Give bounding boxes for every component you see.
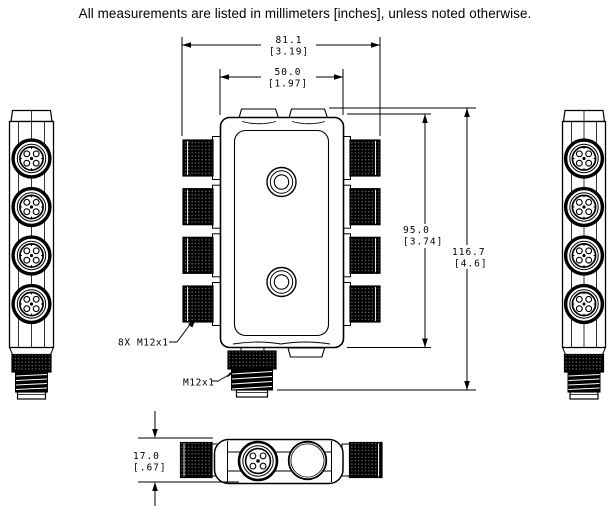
dim-overall-height-in: [4.6] bbox=[454, 258, 488, 270]
right-side-view bbox=[563, 111, 606, 400]
bottom-port-label: M12x1 bbox=[183, 377, 215, 389]
side-port-nut bbox=[183, 283, 221, 326]
dim-profile-height-mm: 17.0 bbox=[133, 451, 160, 462]
side-port-nut bbox=[342, 185, 380, 228]
bottom-blank-port bbox=[289, 442, 327, 480]
front-male-connector bbox=[228, 348, 276, 397]
bottom-view-left-nut bbox=[181, 443, 220, 478]
bottom-male-port-face bbox=[239, 442, 277, 480]
side-port-nut bbox=[342, 283, 380, 326]
mount-hole-top bbox=[267, 168, 296, 197]
bottom-view-right-nut bbox=[342, 443, 382, 478]
m12-socket-icon bbox=[13, 189, 50, 226]
m12-socket-icon bbox=[566, 189, 603, 226]
m12-socket-icon bbox=[13, 286, 50, 323]
dim-overall-height-mm: 116.7 bbox=[452, 247, 486, 258]
dim-body-height-mm: 95.0 bbox=[403, 225, 430, 236]
m12-socket-icon bbox=[566, 286, 603, 323]
units-note: All measurements are listed in millimeters [inches], unless noted otherwise. bbox=[78, 6, 532, 21]
left-view-male-connector bbox=[10, 348, 54, 400]
m12-socket-icon bbox=[13, 237, 50, 274]
m12-socket-icon bbox=[566, 237, 603, 274]
junction-box-face bbox=[235, 131, 329, 336]
dim-outer-width-in: [3.19] bbox=[268, 46, 310, 58]
side-port-nut bbox=[183, 185, 221, 228]
dim-inner-width-mm: 50.0 bbox=[274, 67, 302, 78]
dim-inner-width-in: [1.97] bbox=[267, 78, 309, 90]
top-mount-tab bbox=[239, 109, 279, 118]
top-mount-tab bbox=[289, 109, 328, 118]
side-port-nut bbox=[183, 137, 221, 180]
side-port-nut bbox=[342, 137, 380, 180]
left-side-view bbox=[10, 111, 54, 400]
m12-socket-icon bbox=[13, 140, 50, 177]
side-ports-label: 8X M12x1 bbox=[118, 337, 169, 349]
mount-hole-bottom bbox=[267, 268, 296, 297]
m12-socket-icon bbox=[566, 140, 603, 177]
dim-profile-height-in: [.67] bbox=[133, 462, 167, 474]
side-port-nut bbox=[342, 234, 380, 277]
bottom-mount-tab bbox=[288, 348, 325, 357]
dim-body-height-in: [3.74] bbox=[403, 236, 444, 248]
side-port-nut bbox=[183, 234, 221, 277]
bottom-view bbox=[181, 440, 383, 484]
right-view-male-connector bbox=[563, 348, 606, 400]
front-view bbox=[183, 109, 380, 397]
dim-outer-width-mm: 81.1 bbox=[275, 35, 303, 46]
